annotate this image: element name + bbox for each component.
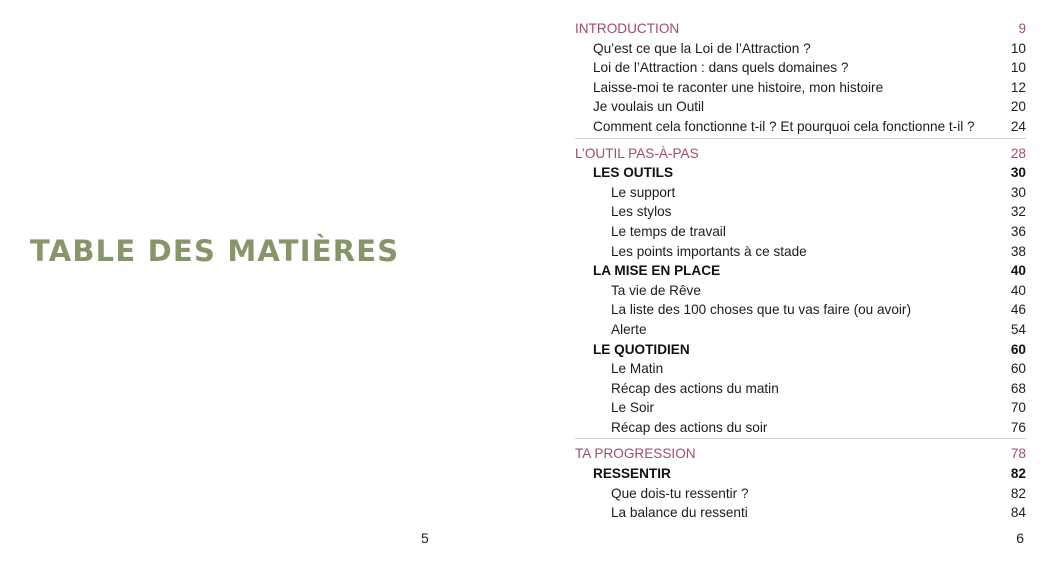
- toc-page-number: 46: [1010, 302, 1026, 318]
- toc-page-number: 82: [1010, 485, 1026, 501]
- toc-page-number: 68: [1010, 380, 1026, 396]
- toc-entry[interactable]: [575, 300, 1026, 320]
- toc-subsection-heading[interactable]: [575, 163, 1026, 183]
- toc-entry-label: Qu’est ce que la Loi de l’Attraction ?: [593, 40, 811, 56]
- toc-entry[interactable]: [575, 281, 1026, 301]
- toc-entry[interactable]: [575, 359, 1026, 379]
- toc-page-number: 54: [1010, 321, 1026, 337]
- toc-entry[interactable]: [575, 39, 1026, 59]
- toc-section-heading[interactable]: [575, 19, 1026, 39]
- toc-page-number: 40: [1010, 282, 1026, 298]
- toc-entry[interactable]: [575, 202, 1026, 222]
- toc-entry[interactable]: [575, 503, 1026, 523]
- toc-entry[interactable]: [575, 222, 1026, 242]
- toc-entry[interactable]: [575, 484, 1026, 504]
- toc-page-number: 60: [1010, 341, 1026, 357]
- toc-entry-label: Les stylos: [611, 204, 672, 220]
- toc-entry[interactable]: [575, 183, 1026, 203]
- toc-entry-label: Que dois-tu ressentir ?: [611, 485, 749, 501]
- toc-section-heading[interactable]: [575, 144, 1026, 164]
- toc-entry-label: Loi de l’Attraction : dans quels domaines ?: [593, 60, 849, 76]
- toc-section-introduction: [575, 19, 1026, 139]
- toc-subsection-heading[interactable]: [575, 261, 1026, 281]
- toc-page-number: 36: [1010, 223, 1026, 239]
- toc-page-number: 30: [1010, 165, 1026, 181]
- toc-entry[interactable]: [575, 398, 1026, 418]
- toc-page-number: 40: [1010, 263, 1026, 279]
- toc-entry-label: La liste des 100 choses que tu vas faire (ou avoir): [611, 302, 911, 318]
- toc-entry[interactable]: [575, 78, 1026, 98]
- toc-page-number: 76: [1010, 419, 1026, 435]
- toc-entry[interactable]: [575, 320, 1026, 340]
- toc-page-number: 20: [1010, 99, 1026, 115]
- toc-subsection-title: LE QUOTIDIEN: [593, 341, 690, 357]
- toc-page-number: 70: [1010, 400, 1026, 416]
- toc-entry-label: Le temps de travail: [611, 223, 726, 239]
- toc-entry-label: Récap des actions du matin: [611, 380, 779, 396]
- toc-subsection-title: LES OUTILS: [593, 165, 674, 181]
- toc-entry-label: La balance du ressenti: [611, 505, 748, 521]
- right-page: [520, 0, 1044, 564]
- toc-page-number: 10: [1010, 40, 1026, 56]
- toc-entry-label: Récap des actions du soir: [611, 419, 768, 435]
- page-title: TABLE DES MATIÈRES: [30, 234, 400, 268]
- page-number-left: 5: [421, 530, 429, 546]
- toc-section-heading[interactable]: [575, 444, 1026, 464]
- toc-section-progression: [575, 444, 1026, 523]
- toc-entry-label: Ta vie de Rêve: [611, 282, 701, 298]
- toc-entry-label: Le support: [611, 184, 676, 200]
- toc-section-title: INTRODUCTION: [575, 21, 680, 36]
- toc-page-number: 9: [1018, 21, 1026, 36]
- toc-page-number: 82: [1010, 466, 1026, 482]
- toc-entry-label: Comment cela fonctionne t-il ? Et pourquoi cela fonctionne t-il ?: [593, 118, 975, 134]
- toc-page-number: 12: [1010, 79, 1026, 95]
- toc-entry[interactable]: [575, 117, 1026, 137]
- toc-entry-label: Le Soir: [611, 400, 655, 416]
- toc-page-number: 78: [1010, 446, 1026, 462]
- toc-entry[interactable]: [575, 418, 1026, 438]
- toc-entry-label: Je voulais un Outil: [593, 99, 705, 115]
- toc-page-number: 28: [1010, 145, 1026, 161]
- toc-page-number: 24: [1010, 118, 1026, 134]
- toc-section-title: L’OUTIL PAS-À-PAS: [575, 145, 699, 161]
- toc-subsection-heading[interactable]: [575, 464, 1026, 484]
- toc-subsection-title: LA MISE EN PLACE: [593, 263, 721, 279]
- toc-subsection-heading[interactable]: [575, 340, 1026, 360]
- toc-entry[interactable]: [575, 379, 1026, 399]
- toc-section-title: TA PROGRESSION: [575, 446, 696, 462]
- toc-entry-label: Les points importants à ce stade: [611, 243, 807, 259]
- toc-page-number: 30: [1010, 184, 1026, 200]
- toc-entry-label: Laisse-moi te raconter une histoire, mon histoire: [593, 79, 884, 95]
- toc-page-number: 32: [1010, 204, 1026, 220]
- toc-entry-label: Alerte: [611, 321, 647, 337]
- toc-entry-label: Le Matin: [611, 361, 664, 377]
- toc-entry[interactable]: [575, 242, 1026, 262]
- left-page: [0, 0, 520, 564]
- toc-entry[interactable]: [575, 97, 1026, 117]
- toc-entry[interactable]: [575, 58, 1026, 78]
- toc-page-number: 38: [1010, 243, 1026, 259]
- page-number-right: 6: [1016, 530, 1024, 546]
- table-of-contents: [575, 19, 1026, 529]
- toc-page-number: 10: [1010, 60, 1026, 76]
- toc-subsection-title: RESSENTIR: [593, 466, 671, 482]
- toc-page-number: 60: [1010, 361, 1026, 377]
- toc-section-outil: [575, 144, 1026, 440]
- toc-page-number: 84: [1010, 505, 1026, 521]
